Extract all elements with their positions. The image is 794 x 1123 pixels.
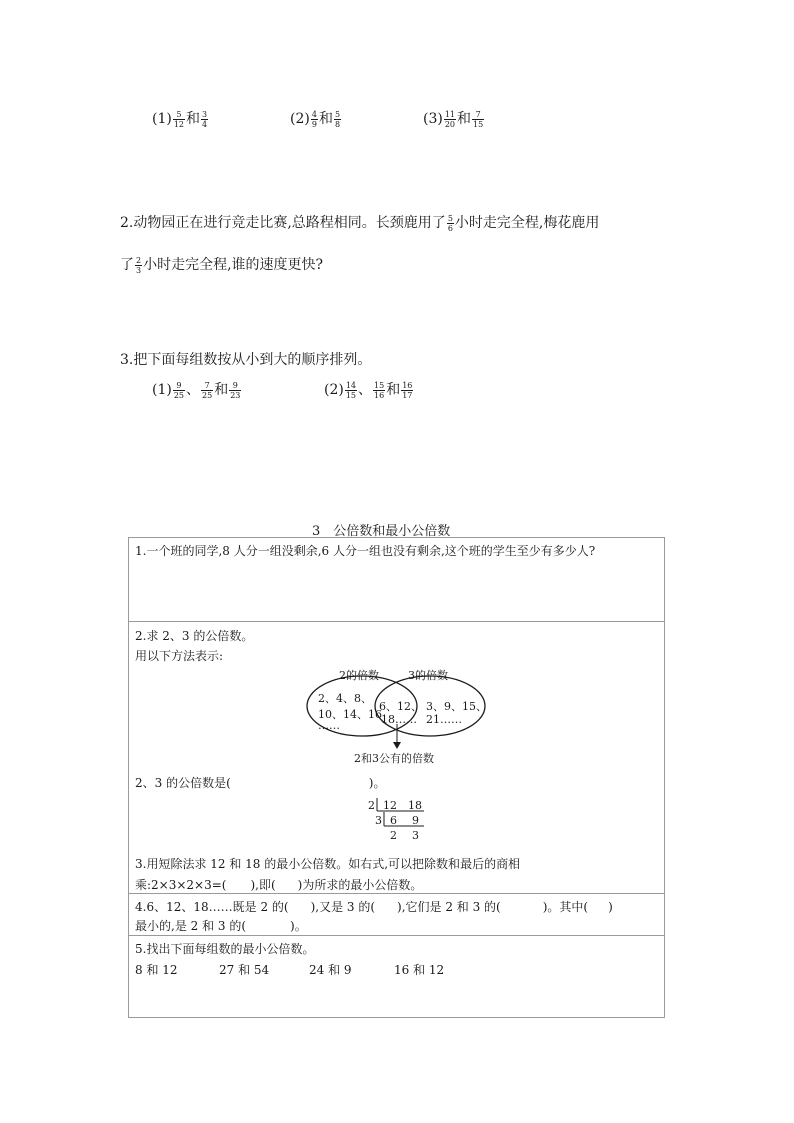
conjunction: 和 [318, 111, 333, 127]
numerator: 7 [472, 110, 484, 120]
table-row-4-line-1 [135, 898, 613, 915]
denominator: 16 [374, 390, 385, 400]
row-text-part: 最小的,是 2 和 3 的( [135, 919, 247, 933]
denominator: 17 [402, 390, 413, 400]
numerator: 9 [229, 381, 241, 391]
fraction [173, 110, 185, 129]
question-text: 2.动物园正在进行竞走比赛,总路程相同。长颈鹿用了 [120, 215, 446, 231]
venn-left-line-3: …… [318, 719, 340, 732]
division-dividend-a1: 12 [383, 799, 397, 812]
question-3-group-1 [152, 379, 242, 400]
item-label: (2) [290, 111, 310, 127]
numerator: 5 [173, 110, 185, 120]
item-label: (2) [324, 382, 344, 398]
fraction [201, 381, 213, 400]
question-2-line-2 [120, 254, 323, 275]
division-quotient-a3: 2 [390, 829, 397, 842]
denominator: 3 [136, 265, 142, 275]
venn-left-line-1: 2、4、8、 [318, 692, 372, 705]
venn-mid-line-2: 18…… [381, 713, 417, 726]
row-text-part: 乘:2×3×2×3=( [135, 878, 227, 892]
numerator: 16 [402, 380, 413, 390]
denominator: 23 [230, 390, 241, 400]
item-label: (3) [423, 111, 443, 127]
table-row-2-method: 用以下方法表示: [135, 649, 224, 663]
denominator: 25 [202, 390, 213, 400]
row-text-part: ),又是 3 的( [310, 900, 376, 914]
separator: 、 [358, 382, 373, 398]
denominator: 15 [345, 390, 357, 400]
denominator: 4 [202, 119, 208, 129]
denominator: 15 [473, 119, 484, 129]
answer-suffix: )。 [368, 776, 386, 790]
row-divider [128, 621, 665, 622]
row-text-part: )。其中( [542, 900, 589, 914]
fraction [447, 214, 454, 233]
row-text-part: )。 [290, 919, 307, 933]
denominator: 20 [444, 119, 456, 129]
conjunction: 和 [457, 111, 472, 127]
fraction [334, 110, 341, 129]
lcm-group-1: 8 和 12 [135, 963, 178, 977]
denominator: 6 [447, 223, 453, 233]
fraction [373, 381, 385, 400]
common-multiple-answer [135, 774, 385, 791]
fraction [345, 381, 357, 400]
conjunction: 和 [214, 382, 229, 398]
numerator: 15 [374, 380, 385, 390]
numerator: 14 [345, 380, 357, 390]
row-text-part: ),它们是 2 和 3 的( [397, 900, 501, 914]
lcm-group-2: 27 和 54 [219, 963, 270, 977]
numerator: 11 [444, 109, 456, 119]
fraction [173, 381, 185, 400]
row-text-part: 4.6、12、18……既是 2 的( [135, 900, 289, 914]
denominator: 9 [311, 119, 317, 129]
fraction [444, 110, 456, 129]
row-text-part: )为所求的最小公倍数。 [297, 878, 423, 892]
row-text-part: ),即( [250, 878, 276, 892]
division-quotient-a2: 6 [390, 814, 397, 827]
venn-right-line-1: 3、9、15、 [426, 700, 487, 713]
lcm-group-4: 16 和 12 [394, 963, 445, 977]
numerator: 7 [201, 381, 213, 391]
question-text: 小时走完全程,谁的速度更快? [143, 257, 324, 273]
division-divisor-2: 3 [375, 814, 382, 827]
division-quotient-b2: 9 [412, 814, 419, 827]
table-row-1-text: 1.一个班的同学,8 人分一组没剩余,6 人分一组也没有剩余,这个班的学生至少有多少人? [135, 544, 596, 558]
numerator: 5 [447, 213, 453, 223]
question-text: 了 [120, 257, 134, 273]
item-label: (1) [152, 111, 172, 127]
top-item-2 [290, 108, 342, 129]
fraction [201, 110, 208, 129]
table-row-3-line-2 [135, 876, 422, 893]
top-item-1 [152, 108, 209, 129]
division-dividend-b1: 18 [408, 799, 422, 812]
venn-arrow-head [393, 742, 401, 749]
numerator: 2 [136, 255, 142, 265]
conjunction: 和 [186, 111, 201, 127]
table-row-3-line-1: 3.用短除法求 12 和 18 的最小公倍数。如右式,可以把除数和最后的商相 [135, 857, 521, 871]
fraction [229, 381, 241, 400]
row-divider [128, 935, 665, 936]
fraction [135, 256, 142, 275]
venn-bottom-label: 2和3公有的倍数 [354, 752, 434, 765]
numerator: 9 [173, 381, 185, 391]
conjunction: 和 [386, 382, 401, 398]
question-2-line-1 [120, 212, 599, 233]
fraction [311, 110, 318, 129]
section-title: 3 公倍数和最小公倍数 [312, 524, 451, 539]
fraction [401, 381, 413, 400]
venn-right-line-2: 21…… [426, 713, 462, 726]
row-divider [128, 893, 665, 894]
denominator: 12 [173, 119, 185, 129]
question-3-title: 3.把下面每组数按从小到大的顺序排列。 [120, 352, 372, 368]
top-item-3 [423, 108, 485, 129]
denominator: 25 [173, 390, 185, 400]
venn-right-label: 3的倍数 [408, 669, 448, 682]
table-row-5-title: 5.找出下面每组数的最小公倍数。 [135, 942, 315, 956]
division-quotient-b3: 3 [412, 829, 419, 842]
lcm-group-3: 24 和 9 [309, 963, 352, 977]
numerator: 4 [311, 109, 317, 119]
table-row-4-line-2 [135, 917, 307, 934]
division-divisor-1: 2 [368, 799, 375, 812]
venn-mid-line-1: 6、12、 [379, 700, 422, 713]
denominator: 8 [334, 119, 341, 129]
question-text: 小时走完全程,梅花鹿用 [454, 215, 600, 231]
row-text-part: ) [608, 900, 613, 914]
venn-left-line-2: 10、14、16 [318, 708, 382, 721]
answer-prefix: 2、3 的公倍数是( [135, 776, 231, 790]
item-label: (1) [152, 382, 172, 398]
numerator: 5 [334, 109, 341, 119]
question-3-group-2 [324, 379, 414, 400]
separator: 、 [186, 382, 201, 398]
numerator: 3 [202, 109, 208, 119]
table-row-2-title: 2.求 2、3 的公倍数。 [135, 629, 254, 643]
fraction [472, 110, 484, 129]
venn-left-label: 2的倍数 [339, 669, 379, 682]
